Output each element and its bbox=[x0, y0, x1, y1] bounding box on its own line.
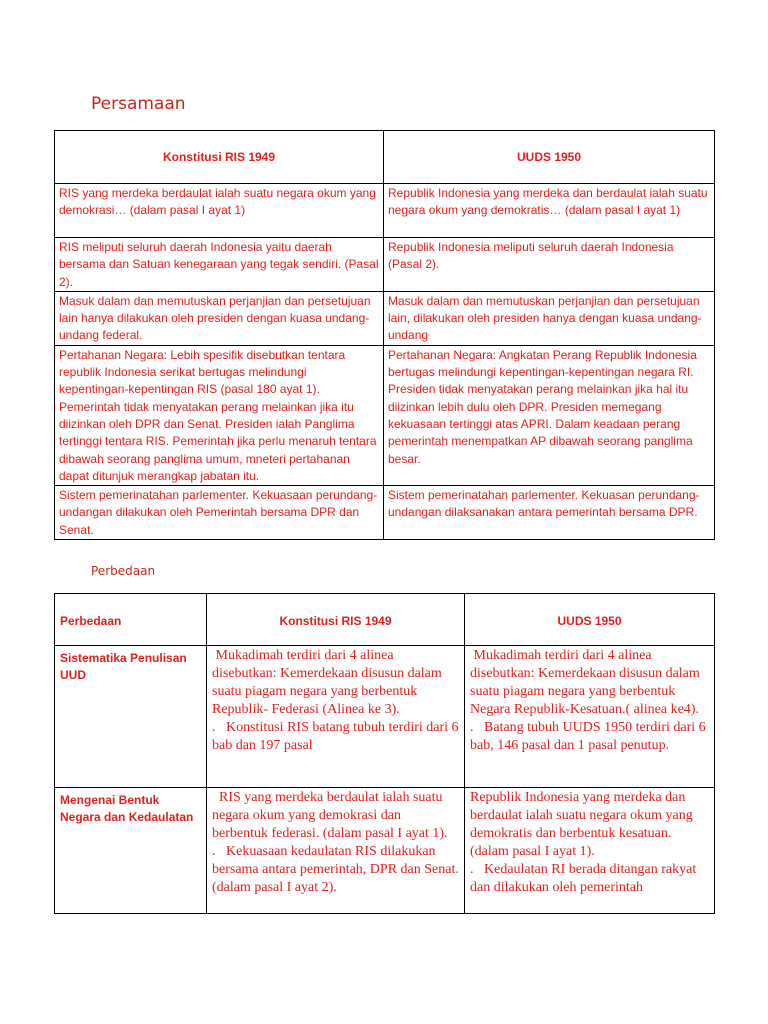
cell-uuds: Pertahanan Negara: Angkatan Perang Republik Indonesia bertugas melindungi kepentingan-kepentingan negara RI. Presiden tidak menyatakan perang melainkan jika hal itu diizinkan lebih dulu oleh DPR. Presiden memegang kekuasaan tertinggi atas APRI. Dalam keadaan perang pemerintah menempatkan AP dibawah seorang panglima besar. bbox=[384, 345, 715, 485]
cell-ris: Masuk dalam dan memutuskan perjanjian dan persetujuan lain hanya dilakukan oleh presiden dengan kuasa undang-undang federal. bbox=[55, 291, 384, 345]
cell-uuds: Masuk dalam dan memutuskan perjanjian dan persetujuan lain, dilakukan oleh presiden hanya dengan kuasa undang-undang bbox=[384, 291, 715, 345]
cell-uuds: Republik Indonesia meliputi seluruh daerah Indonesia (Pasal 2). bbox=[384, 238, 715, 292]
header-uuds: UUDS 1950 bbox=[384, 131, 715, 184]
cell-uuds: Republik Indonesia yang merdeka dan berdaulat ialah suatu negara okum yang demokratis… (dalam pasal I ayat 1) bbox=[384, 184, 715, 238]
persamaan-table bbox=[54, 130, 715, 540]
cell-paragraph: . Konstitusi RIS batang tubuh terdiri dari 6 bab dan 197 pasal bbox=[212, 719, 459, 753]
row-label: Sistematika Penulisan UUD bbox=[55, 646, 207, 788]
cell-paragraph: . Kedaulatan RI berada ditangan rakyat dan dilakukan oleh pemerintah bbox=[470, 861, 697, 895]
table-row bbox=[55, 486, 715, 540]
cell-ris bbox=[207, 788, 465, 914]
table-row bbox=[55, 788, 715, 914]
perbedaan-table bbox=[54, 593, 715, 914]
cell-uuds bbox=[465, 646, 715, 788]
cell-ris: RIS yang merdeka berdaulat ialah suatu negara okum yang demokrasi… (dalam pasal I ayat 1) bbox=[55, 184, 384, 238]
cell-ris bbox=[207, 646, 465, 788]
table-row bbox=[55, 345, 715, 485]
cell-paragraph: . Kekuasaan kedaulatan RIS dilakukan bersama antara pemerintah, DPR dan Senat. (dalam pasal I ayat 2). bbox=[212, 843, 459, 895]
persamaan-heading: Persamaan bbox=[91, 94, 186, 114]
perbedaan-heading: Perbedaan bbox=[91, 564, 156, 578]
row-label: Mengenai Bentuk Negara dan Kedaulatan bbox=[55, 788, 207, 914]
cell-paragraph: . Batang tubuh UUDS 1950 terdiri dari 6 bab, 146 pasal dan 1 pasal penutup. bbox=[470, 719, 706, 753]
table-row bbox=[55, 184, 715, 238]
table-header-row bbox=[55, 594, 715, 646]
cell-ris: Pertahanan Negara: Lebih spesifik disebutkan tentara republik Indonesia serikat bertugas melindungi kepentingan-kepentingan RIS (pasal 180 ayat 1). Pemerintah tidak menyatakan perang melainkan jika itu diizinkan oleh DPR dan Senat. Presiden ialah Panglima tertinggi tentara RIS. Pemerintah jika perlu menaruh tentara dibawah seorang panglima umum, mneteri pertahanan dapat ditunjuk merangkap jabatan itu. bbox=[55, 345, 384, 485]
header-perbedaan: Perbedaan bbox=[55, 594, 207, 646]
cell-ris: Sistem pemerinatahan parlementer. Kekuasaan perundang-undangan dilakukan oleh Pemerintah bersama DPR dan Senat. bbox=[55, 486, 384, 540]
cell-paragraph: Republik Indonesia yang merdeka dan berdaulat ialah suatu negara okum yang demokratis dan berbentuk kesatuan. (dalam pasal I ayat 1). bbox=[470, 790, 693, 859]
cell-uuds: Sistem pemerinatahan parlementer. Kekuasan perundang-undangan dilaksanakan antara pemerintah bersama DPR. bbox=[384, 486, 715, 540]
cell-ris: RIS meliputi seluruh daerah Indonesia yaitu daerah bersama dan Satuan kenegaraan yang tegak sendiri. (Pasal 2). bbox=[55, 238, 384, 292]
header-konstitusi-ris: Konstitusi RIS 1949 bbox=[207, 594, 465, 646]
cell-paragraph: RIS yang merdeka berdaulat ialah suatu negara okum yang demokrasi dan berbentuk federasi. (dalam pasal I ayat 1). bbox=[212, 790, 448, 841]
table-row bbox=[55, 291, 715, 345]
header-uuds: UUDS 1950 bbox=[465, 594, 715, 646]
cell-paragraph: Mukadimah terdiri dari 4 alinea disebutkan: Kemerdekaan disusun dalam suatu piagam negara yang berbentuk Negara Republik-Kesatuan.( alinea ke4). bbox=[470, 648, 700, 717]
cell-uuds bbox=[465, 788, 715, 914]
cell-paragraph: Mukadimah terdiri dari 4 alinea disebutkan: Kemerdekaan disusun dalam suatu piagam negara yang berbentuk Republik- Federasi (Alinea ke 3). bbox=[212, 648, 442, 717]
table-header-row bbox=[55, 131, 715, 184]
table-row bbox=[55, 238, 715, 292]
header-konstitusi-ris: Konstitusi RIS 1949 bbox=[55, 131, 384, 184]
table-row bbox=[55, 646, 715, 788]
